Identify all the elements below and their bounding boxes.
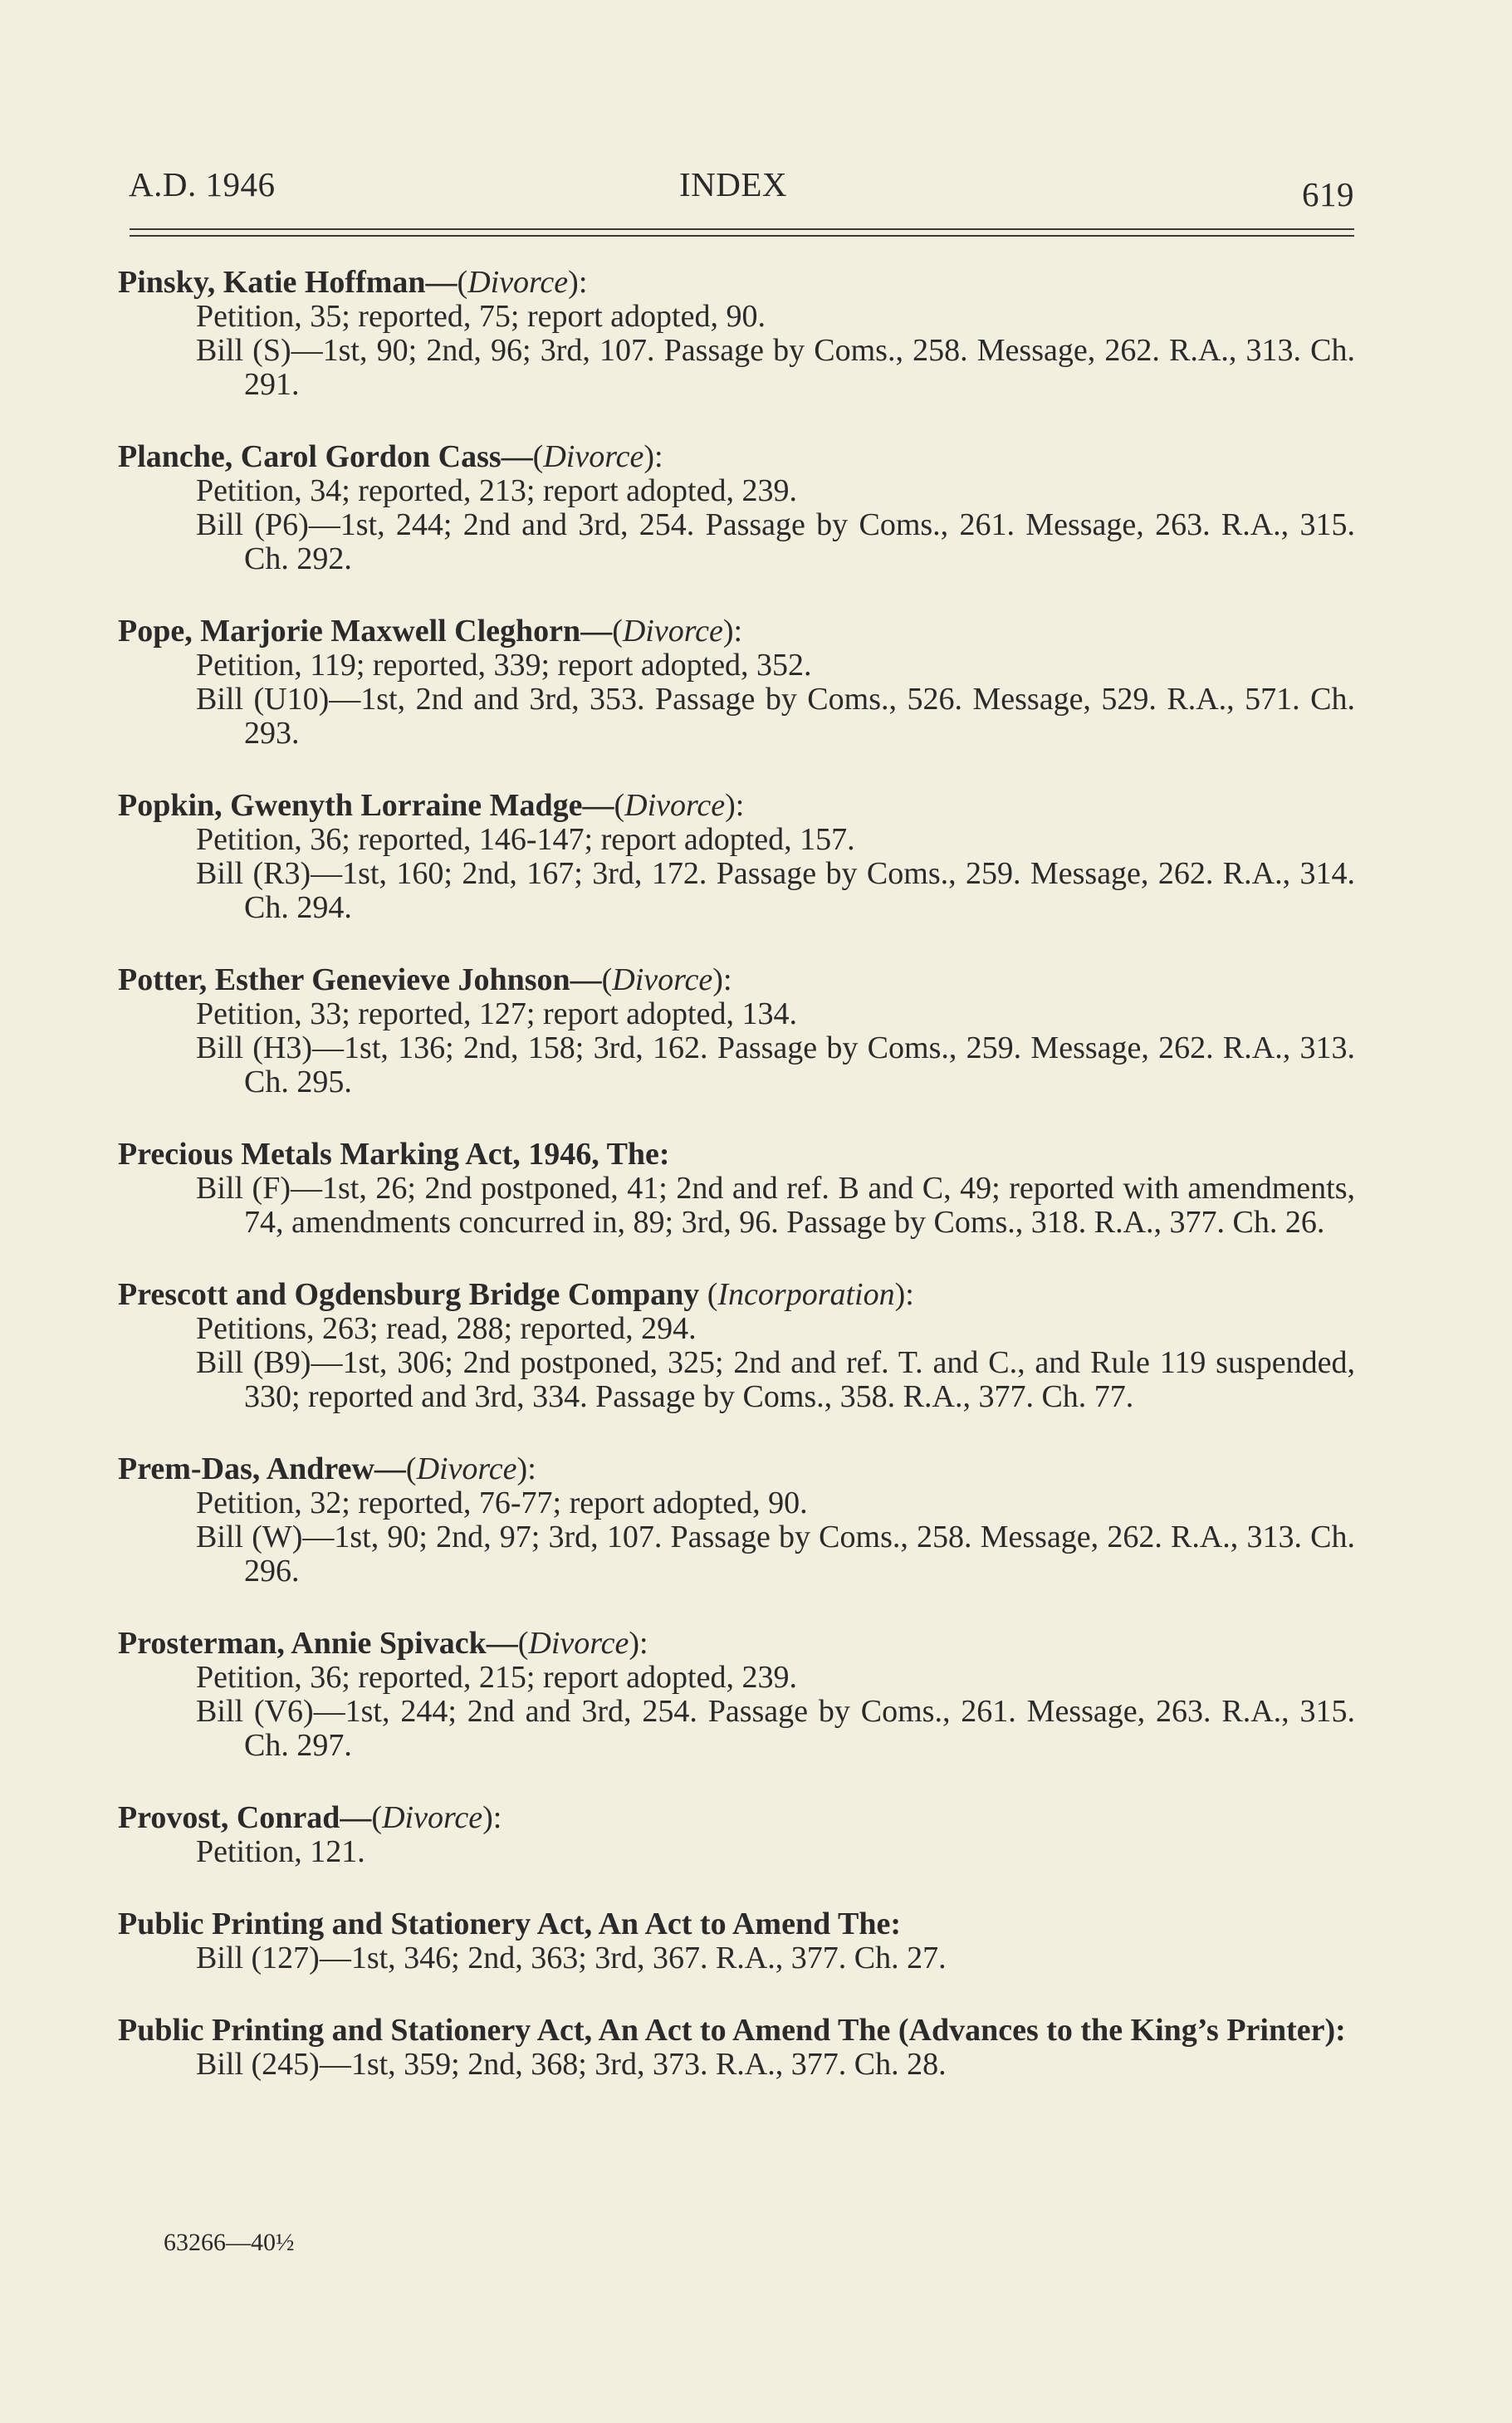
entry-dash: — — [486, 1626, 518, 1661]
entry-name: Public Printing and Stationery Act, An Act to Amend The (Advances to the King’s Printer): — [118, 2013, 1346, 2048]
entry-name: Potter, Esther Genevieve Johnson — [118, 962, 570, 997]
index-entry — [118, 1627, 1355, 1763]
entry-bill-line: Bill (F)—1st, 26; 2nd postponed, 41; 2nd and ref. B and C, 49; reported with amendments, 74, amendments concurred in, 89; 3rd, 96. Passage by Coms., 318. R.A., 377. Ch. 26. — [196, 1171, 1355, 1240]
entry-name: Provost, Conrad — [118, 1800, 340, 1835]
index-entry — [118, 1801, 1355, 1869]
entry-petition-line: Petition, 32; reported, 76-77; report adopted, 90. — [196, 1486, 808, 1520]
entry-colon: : — [492, 1800, 502, 1835]
entry-bill-line: Bill (S)—1st, 90; 2nd, 96; 3rd, 107. Passage by Coms., 258. Message, 262. R.A., 313. Ch. 291. — [196, 333, 1355, 402]
entry-bill-line: Bill (V6)—1st, 244; 2nd and 3rd, 254. Passage by Coms., 261. Message, 263. R.A., 315. Ch. 297. — [196, 1694, 1355, 1763]
entry-petition-line: Petition, 36; reported, 146-147; report adopted, 157. — [196, 822, 855, 857]
page-header — [125, 164, 1354, 218]
entry-type: Divorce — [624, 788, 726, 823]
entry-petition-line: Petitions, 263; read, 288; reported, 294. — [196, 1311, 697, 1346]
entry-colon: : — [735, 788, 745, 823]
entry-heading: Prescott and Ogdensburg Bridge Company (Incorporation): — [118, 1277, 914, 1312]
entry-bill-line: Bill (H3)—1st, 136; 2nd, 158; 3rd, 162. Passage by Coms., 259. Message, 262. R.A., 313. Ch. 295. — [196, 1030, 1355, 1099]
entry-bill-line: Bill (W)—1st, 90; 2nd, 97; 3rd, 107. Passage by Coms., 258. Message, 262. R.A., 313. Ch. 296. — [196, 1520, 1355, 1588]
index-entry — [118, 614, 1355, 751]
index-entry — [118, 440, 1355, 576]
entry-type: Divorce — [416, 1451, 517, 1486]
index-entry — [118, 789, 1355, 925]
index-entry — [118, 266, 1355, 402]
header-title: INDEX — [679, 165, 788, 203]
entry-petition-line: Petition, 35; reported, 75; report adopted, 90. — [196, 299, 766, 334]
entry-type: Divorce — [622, 614, 723, 649]
entry-dash: — — [570, 962, 602, 997]
entry-dash: — — [340, 1800, 372, 1835]
index-entry — [118, 2014, 1355, 2082]
entry-name: Prosterman, Annie Spivack — [118, 1626, 487, 1661]
entry-type: Divorce — [543, 439, 644, 474]
header-year: A.D. 1946 — [129, 165, 276, 203]
entry-name: Prem-Das, Andrew — [118, 1451, 374, 1486]
entry-petition-line: Petition, 34; reported, 213; report adopted, 239. — [196, 473, 797, 508]
entry-dash: — — [374, 1451, 406, 1486]
entry-bill-line: Bill (P6)—1st, 244; 2nd and 3rd, 254. Passage by Coms., 261. Message, 263. R.A., 315. Ch. 292. — [196, 507, 1355, 576]
footer-signature: 63266—40½ — [164, 2229, 295, 2256]
entry-dash: — — [580, 614, 613, 649]
entry-name: Pinsky, Katie Hoffman — [118, 265, 426, 300]
entry-heading: Prosterman, Annie Spivack—(Divorce): — [118, 1626, 648, 1661]
entry-heading — [118, 1138, 1355, 1172]
entry-name: Prescott and Ogdensburg Bridge Company — [118, 1277, 700, 1312]
entry-colon: : — [722, 962, 732, 997]
entry-type: Divorce — [612, 962, 713, 997]
entry-heading: Planche, Carol Gordon Cass—(Divorce): — [118, 439, 663, 474]
entry-heading: Provost, Conrad—(Divorce): — [118, 1800, 502, 1835]
entry-colon: : — [639, 1626, 648, 1661]
entry-name: Planche, Carol Gordon Cass — [118, 439, 502, 474]
entry-type: Divorce — [382, 1800, 483, 1835]
entry-type: Incorporation — [717, 1277, 895, 1312]
entry-dash: — — [501, 439, 533, 474]
entry-heading: Popkin, Gwenyth Lorraine Madge—(Divorce): — [118, 788, 745, 823]
entry-dash — [699, 1277, 707, 1312]
entry-name: Precious Metals Marking Act, 1946, The: — [118, 1137, 670, 1172]
header-rule-top — [130, 228, 1354, 230]
entry-heading: Prem-Das, Andrew—(Divorce): — [118, 1451, 536, 1486]
entry-heading — [118, 2014, 1355, 2048]
entry-bill-line: Bill (U10)—1st, 2nd and 3rd, 353. Passage by Coms., 526. Message, 529. R.A., 571. Ch. 293. — [196, 682, 1355, 751]
index-entries — [118, 266, 1355, 2120]
page-number: 619 — [1302, 175, 1354, 213]
entry-petition-line: Petition, 121. — [196, 1834, 365, 1869]
index-entry — [118, 963, 1355, 1099]
entry-heading — [118, 1907, 1355, 1941]
entry-colon: : — [905, 1277, 914, 1312]
entry-bill-line: Bill (B9)—1st, 306; 2nd postponed, 325; 2nd and ref. T. and C., and Rule 119 suspended, 330; reported and 3rd, 334. Passage by Coms., 358. R.A., 377. Ch. 77. — [196, 1345, 1355, 1414]
entry-bill-line: Bill (127)—1st, 346; 2nd, 363; 3rd, 367. R.A., 377. Ch. 27. — [196, 1941, 947, 1975]
index-entry — [118, 1907, 1355, 1975]
entry-type: Divorce — [528, 1626, 629, 1661]
entry-heading: Pinsky, Katie Hoffman—(Divorce): — [118, 265, 588, 300]
entry-name: Popkin, Gwenyth Lorraine Madge — [118, 788, 583, 823]
entry-bill-line: Bill (245)—1st, 359; 2nd, 368; 3rd, 373. R.A., 377. Ch. 28. — [196, 2047, 947, 2082]
entry-petition-line: Petition, 33; reported, 127; report adopted, 134. — [196, 996, 797, 1031]
entry-heading: Pope, Marjorie Maxwell Cleghorn—(Divorce): — [118, 614, 743, 649]
entry-type: Divorce — [467, 265, 569, 300]
index-entry — [118, 1138, 1355, 1240]
entry-petition-line: Petition, 36; reported, 215; report adopted, 239. — [196, 1660, 797, 1695]
entry-colon: : — [527, 1451, 536, 1486]
entry-colon: : — [578, 265, 588, 300]
entry-colon: : — [733, 614, 743, 649]
index-entry — [118, 1452, 1355, 1588]
entry-petition-line: Petition, 119; reported, 339; report adopted, 352. — [196, 648, 812, 683]
entry-name: Public Printing and Stationery Act, An Act to Amend The: — [118, 1907, 902, 1941]
entry-colon: : — [653, 439, 663, 474]
entry-heading: Potter, Esther Genevieve Johnson—(Divorce): — [118, 962, 732, 997]
entry-bill-line: Bill (R3)—1st, 160; 2nd, 167; 3rd, 172. Passage by Coms., 259. Message, 262. R.A., 314. Ch. 294. — [196, 856, 1355, 925]
entry-dash: — — [582, 788, 614, 823]
index-entry — [118, 1278, 1355, 1414]
entry-name: Pope, Marjorie Maxwell Cleghorn — [118, 614, 581, 649]
entry-dash: — — [425, 265, 458, 300]
header-rule-bottom — [130, 235, 1354, 237]
